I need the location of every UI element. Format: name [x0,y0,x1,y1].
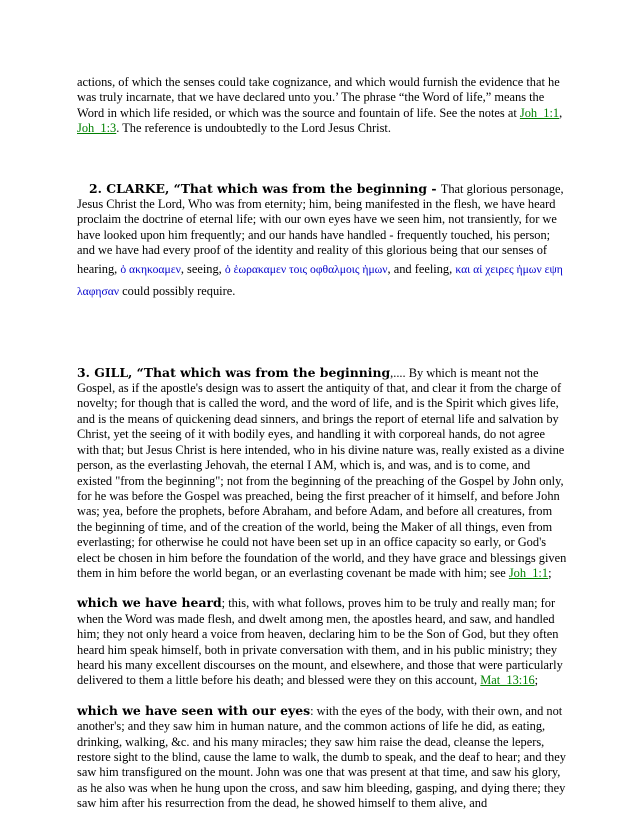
body-text-mid: , seeing, [180,261,225,276]
body-text: actions, of which the senses could take cognizance, and which would furnish the evidence that he was truly incarnate, that we have declared unto you.’ The phrase “the Word of life,” means the Word in which life resided, or which was the source and fountain of life. See the notes at [77,75,560,120]
greek-phrase-seeing: ὁ ἑωρακαμεν τοις οφθαλμοις ἡμων [224,262,388,276]
phrase-heading-heard: which we have heard [77,595,222,611]
paragraph-seen [77,703,567,812]
body-text-tail: ; [534,673,539,688]
scripture-link-joh-1-3[interactable]: Joh_1:3 [77,121,117,136]
paragraph-barnes-continuation [77,75,567,137]
paragraph-clarke [77,181,567,303]
phrase-heading-seen: which we have seen with our eyes [77,702,311,718]
body-text-mid: , and feeling, [387,261,456,276]
commentary-heading-clarke: 2. CLARKE, “That which was from the beginning - [89,180,441,196]
separator: , [559,105,563,120]
paragraph-heard [77,595,567,688]
body-text: : with the eyes of the body, with their own, and not another's; and they saw him in human nature, and the common actions of life he did, as eating, drinking, walking, &c. and his many miracles; they saw him raise the dead, cleanse the lepers, restore sight to the blind, cause the lame to walk, the dumb to speak, and the deaf to hear; and they saw him transfigured on the mount. John was one that was present at that time, and saw his glory, as he also was when he hung upon the cross, and saw him bleeding, gasping, and dying there; they saw him after his resurrection from the dead, he showed himself to them alive, and [77,703,566,811]
greek-phrase-feeling: και αἱ χειρες ἡμων εψη λαφησαν [77,262,563,298]
scripture-link-joh-1-1[interactable]: Joh_1:1 [519,105,560,120]
body-text: That glorious personage, Jesus Christ the Lord, Who was from eternity; him, being manifested in the flesh, we have heard proclaim the doctrine of eternal life; with our own eyes have we seen him, not transiently, for we have looked upon him frequently; and our hands have handled - frequently touched, his person; and we have had every proof of the identity and reality of this glorious being that our senses of hearing, [77,181,564,276]
body-text-tail: . The reference is undoubtedly to the Lord Jesus Christ. [116,121,391,136]
greek-phrase-hearing: ὁ ακηκοαμεν [120,262,181,276]
scripture-link-joh-1-1[interactable]: Joh_1:1 [508,565,549,580]
paragraph-gill [77,365,567,582]
body-text: ; this, with what follows, proves him to be truly and really man; for when the Word was made flesh, and dwelt among men, the apostles heard, and saw, and handled him; they not only heard a voice from heaven, declaring him to be the Son of God, but they often heard him speak himself, both in private conversation with them, and in his public ministry; they heard his many excellent discourses on the mount, and elsewhere, and those that were particularly delivered to them a little before his death; and blessed were they on this account, [77,596,563,688]
document-page [77,75,567,812]
commentary-heading-gill: 3. GILL, “That which was from the beginning [77,364,391,380]
body-text-tail: ; [548,565,552,580]
body-text: ,.... By which is meant not the Gospel, as if the apostle's design was to assert the antiquity of that, and clear it from the charge of novelty; for though that is called the word, and the word of life, and is the Spirit which gives life, and is the means of quickening dead sinners, and brings the report of eternal life and salvation by Christ, yet the seeing of it with bodily eyes, and handling it with corporeal hands, do not agree with that; but Jesus Christ is here intended, who in his divine nature was, really existed as a divine person, as the everlasting Jehovah, the eternal I AM, which is, and was, and is to come, and existed "from the beginning"; not from the beginning of the preaching of the Gospel by John only, for he was before the Gospel was preached, being the first preacher of it himself, and before John was; yea, before the prophets, before Abraham, and before Adam, and before all creatures, from the beginning of time, and of the creation of the world, being the Maker of all things, even from everlasting; for otherwise he could not have been set up in an office capacity so early, or God's elect be chosen in him before the foundation of the world, and they have grace and blessings given them in him before the world began, or an everlasting covenant be made with him; see [77,365,567,580]
body-text-tail: could possibly require. [119,283,236,298]
scripture-link-mat-13-16[interactable]: Mat_13:16 [480,673,535,688]
